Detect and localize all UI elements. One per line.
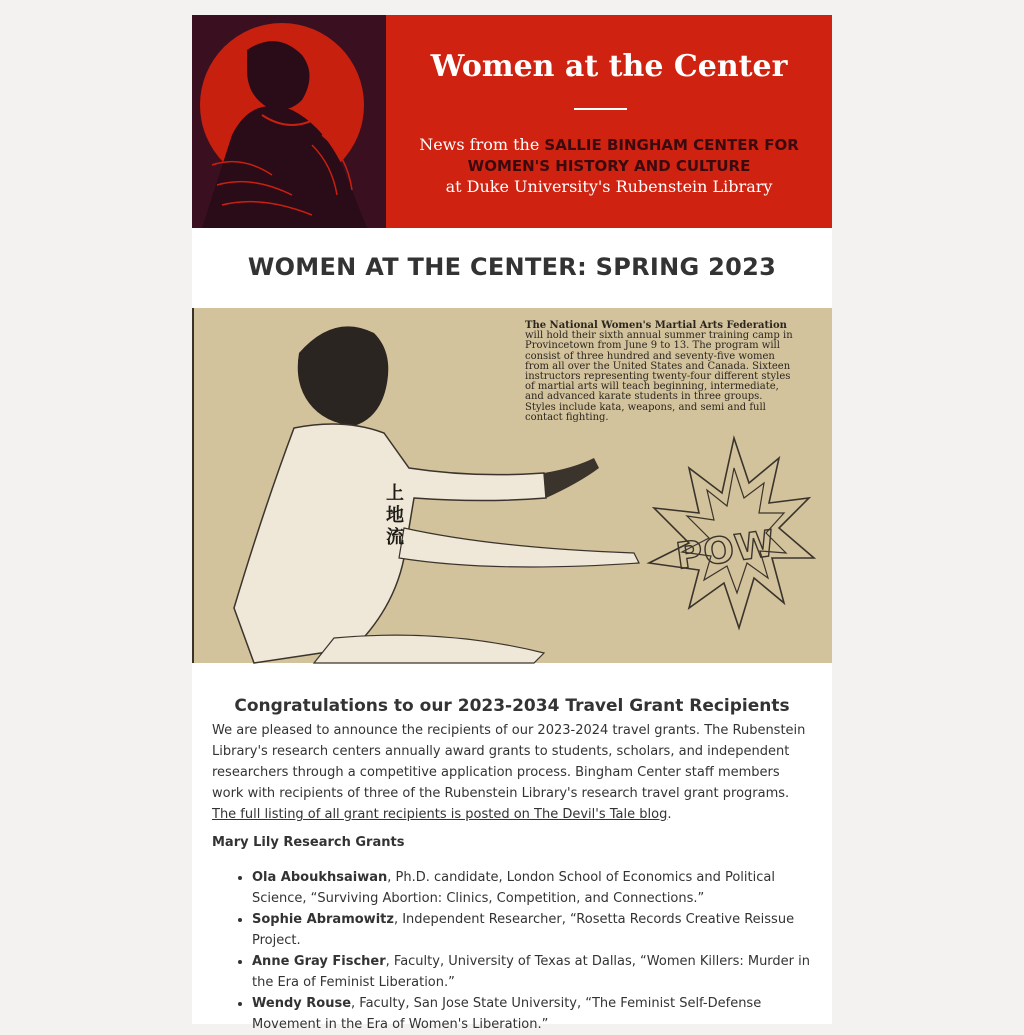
banner-divider [574, 108, 627, 110]
banner-prefix: News from the [419, 135, 540, 154]
newspaper-clipping [525, 321, 795, 423]
recipient-name: Wendy Rouse [252, 996, 352, 1011]
banner-subtitle-line2: WOMEN'S HISTORY AND CULTURE [467, 157, 751, 175]
header-banner [192, 15, 832, 228]
pow-text: POW [673, 523, 779, 578]
banner-center-name: SALLIE BINGHAM CENTER FOR [544, 136, 799, 154]
banner-subtitle-line3: at Duke University's Rubenstein Library [445, 177, 773, 196]
recipient-detail: , Ph.D. candidate, London School of Economics and Political Science, “Surviving Abortion: Clinics, Competition, and Connections.” [252, 870, 775, 906]
recipient-list [212, 867, 812, 1035]
gi-lettering: 上地流 [386, 483, 404, 548]
clipping-body: will hold their sixth annual summer training camp in Provincetown from June 9 to 13. The program will consist of three hundred and seventy-five women from all over the United States and Canada. Sixteen instructors representing twenty-four different styles of martial arts will teach beginning, intermediate, and advanced karate students in three groups. Styles include kata, weapons, and semi and full contact fighting. [525, 330, 793, 423]
list-item [252, 867, 812, 909]
recipient-detail: , Faculty, San Jose State University, “The Feminist Self-Defense Movement in the Era of Women's Liberation.” [252, 996, 762, 1032]
recipient-detail: , Faculty, University of Texas at Dallas, “Women Killers: Murder in the Era of Feminist Liberation.” [252, 954, 811, 990]
banner-subtitle-line1 [386, 135, 832, 154]
list-item [252, 951, 812, 993]
newsletter [192, 15, 832, 1032]
clipping-lead: The National Women's Martial Arts Federation [525, 320, 787, 331]
section-heading: Mary Lily Research Grants [212, 835, 405, 850]
recipient-detail: , Independent Researcher, “Rosetta Records Creative Reissue Project. [252, 912, 795, 948]
issue-title: WOMEN AT THE CENTER: SPRING 2023 [247, 253, 777, 281]
grant-listing-link[interactable]: The full listing of all grant recipients is posted on The Devil's Tale blog [212, 807, 668, 822]
banner-title: Women at the Center [430, 49, 788, 84]
article-intro [212, 720, 812, 825]
article-title: Congratulations to our 2023-2034 Travel Grant Recipients [234, 696, 790, 716]
intro-text: We are pleased to announce the recipients of our 2023-2024 travel grants. The Rubenstein Library's research centers annually award grants to students, scholars, and independent researchers through a competitive application process. Bingham Center staff members work with recipients of three of the Rubenstein Library's research travel grant programs. [212, 723, 806, 801]
hero-image [192, 308, 832, 663]
recipient-name: Anne Gray Fischer [252, 954, 386, 969]
recipient-name: Sophie Abramowitz [252, 912, 394, 927]
intro-end: . [667, 807, 672, 822]
list-item [252, 993, 812, 1035]
recipient-name: Ola Aboukhsaiwan [252, 870, 388, 885]
list-item [252, 909, 812, 951]
woodcut-illustration [192, 15, 386, 228]
